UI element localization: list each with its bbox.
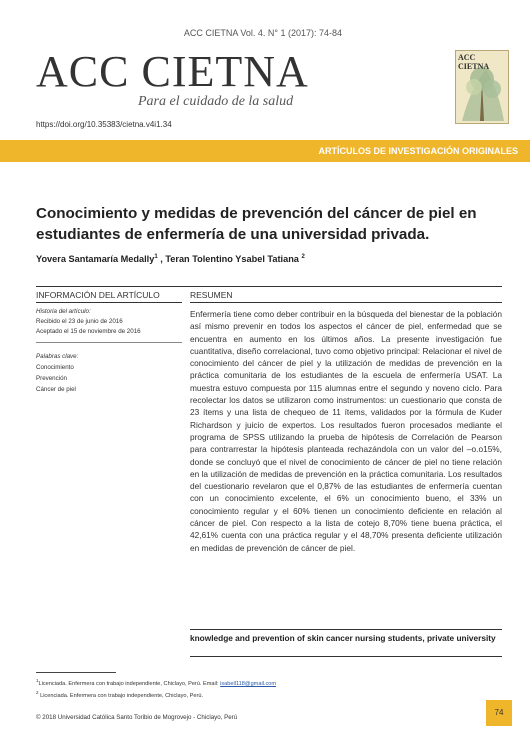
keyword-item: Conocimiento [36,364,74,371]
abstract-heading-rule [190,302,502,303]
keyword-item: Cáncer de piel [36,386,76,393]
info-heading-rule [36,302,182,303]
english-title-rule-top [190,629,502,630]
received-date: Recibido el 23 de junio de 2016 [36,318,123,325]
keywords-label: Palabras clave: [36,353,79,360]
doi-link[interactable]: https://doi.org/10.35383/cietna.v4i1.34 [36,120,172,129]
english-title-rule-bottom [190,656,502,657]
article-title: Conocimiento y medidas de prevención del cáncer de piel en estudiantes de enfermería de una universidad privada. [36,205,477,243]
abstract-heading: RESUMEN [190,290,233,300]
copyright-notice: © 2018 Universidad Católica Santo Toribio de Mogrovejo - Chiclayo, Perú [36,714,238,721]
page-number: 74 [486,700,512,726]
article-authors [36,254,305,264]
journal-logo: ACC CIETNA [36,47,309,96]
article-info-heading: INFORMACIÓN DEL ARTÍCULO [36,290,160,300]
section-label: ARTÍCULOS DE INVESTIGACIÓN ORIGINALES [318,146,518,156]
journal-tagline: Para el cuidado de la salud [138,94,294,109]
cover-title: ACC CIETNA [458,53,490,71]
history-label: Historia del artículo: [36,308,91,315]
history-rule [36,342,182,343]
author-2-affiliation: 2 [301,254,305,260]
keyword-item: Prevención [36,375,67,382]
footnote-2: $^2$ Licenciada. Enfermera con trabajo independiente, Chiclayo, Perú. [36,690,204,699]
author-1: Yovera Santamaría Medally [36,254,155,265]
footnote-1: $^1$Licenciada. Enfermera con trabajo independiente, Chiclayo, Perú. Email: isabell118@gmail.com [36,678,277,687]
english-title: knowledge and prevention of skin cancer nursing students, private university [190,633,496,643]
footnote-rule [36,672,116,673]
journal-reference: ACC CIETNA Vol. 4. N° 1 (2017): 74-84 [183,28,342,38]
author-email-link[interactable]: isabell118@gmail.com [220,680,277,687]
journal-cover-image [455,50,509,124]
author-2: Teran Tolentino Ysabel Tatiana [165,254,299,265]
top-rule [36,286,502,287]
abstract-text: Enfermería tiene como deber contribuir en la búsqueda del bienestar de la población así mismo prevenir en todos los aspectos el cáncer de piel, enfermedad que se encuentra en aumento en los últimos años. La presente investigación fue cuantitativa, diseño correlacional, tuvo como objetivo principal: Relacionar el nivel de conocimiento del cáncer de piel y la utilización de medidas de prevención en la práctica comunitaria de los estudiantes de la escuela de enfermería USAT. La muestra estuvo compuesta por 115 alumnas entre el segundo y noveno ciclo. Para recolectar los datos se utilizaron como instrumentos: un cuestionario que consta de 23 ítems y una lista de chequeo de 11 ítems, validados por la fórmula de Kuder Richardson y juicio de expertos. Los resultados fueron procesados mediante el programa de SPSS utilizando la prueba de hipótesis de Correlación de Pearson para contrarrestar la hipótesis planteada rechazándola con un valor del –o.o15%, donde se concluyó que el nivel de conocimiento de cáncer de piel no tiene relación en la utilización de medidas de prevención en la práctica comunitaria. Los resultados del cuestionario revelaron que el 0,87% de las estudiantes de enfermería cuentan con un conocimiento excelente, el 6% un conocimiento bueno, el 33% un conocimiento regular y el 60% tienen un conocimiento deficiente en relación al cáncer de piel. Con respecto a la lista de cotejo 8,70% tiene buena práctica, el 42,61% cuenta con una práctica regular y el 48,70% presenta deficiente utilización en medidas de prevención de cáncer de piel. [190,309,502,553]
author-separator: , [157,254,166,265]
author-1-affiliation: 1 [154,254,158,260]
accepted-date: Aceptado el 15 de noviembre de 2016 [36,328,141,335]
